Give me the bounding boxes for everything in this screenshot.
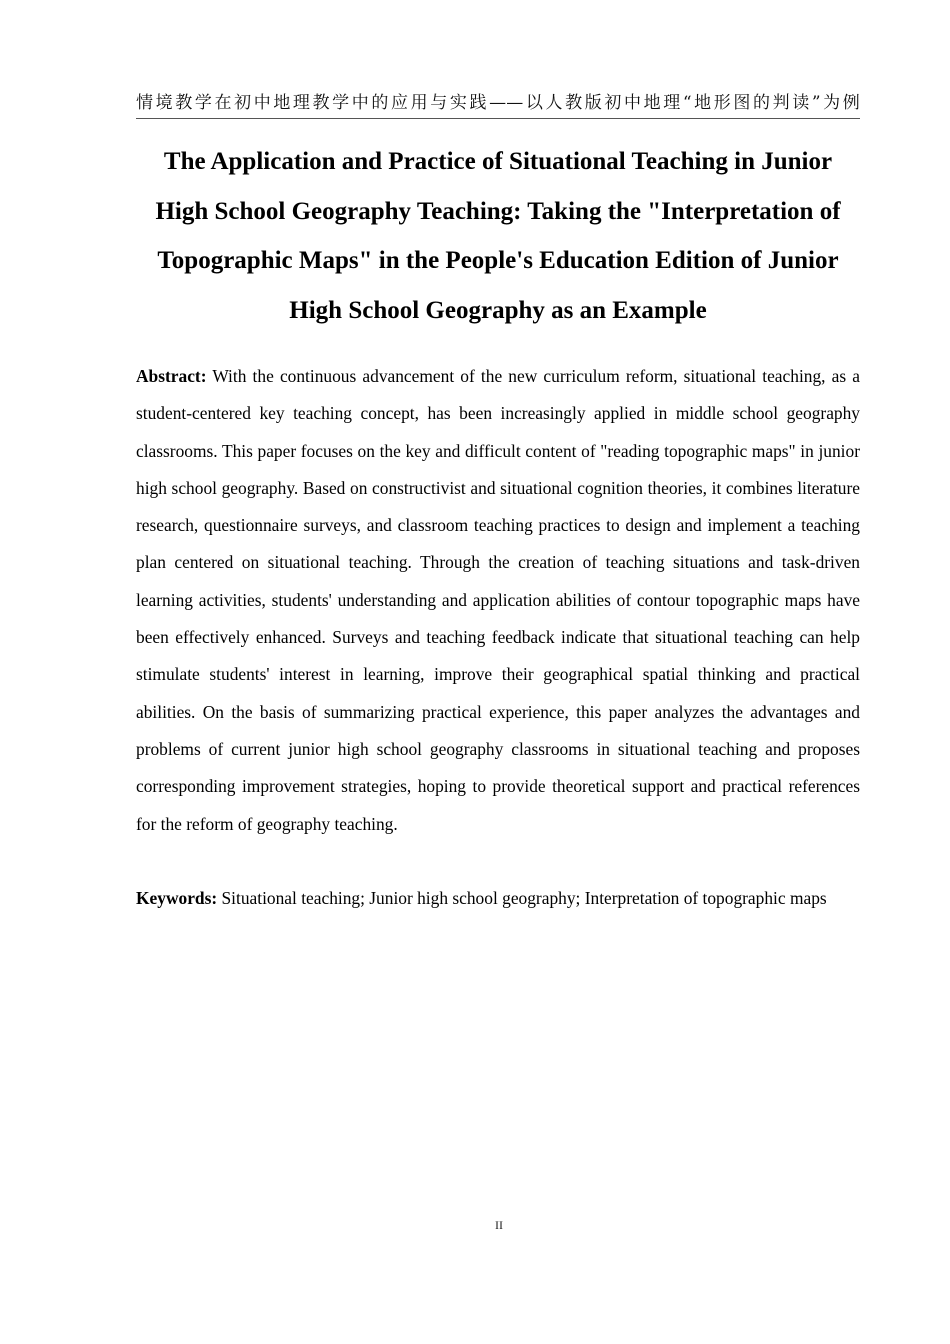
- abstract-label: Abstract:: [136, 366, 207, 386]
- page-number: II: [495, 1218, 503, 1232]
- header-rule: [136, 118, 860, 119]
- running-header: 情境教学在初中地理教学中的应用与实践——以人教版初中地理“地形图的判读”为例: [136, 93, 860, 113]
- keywords-paragraph: [136, 880, 860, 917]
- abstract-text: With the continuous advancement of the new curriculum reform, situational teaching, as a student-centered key teaching concept, has been increasingly applied in middle school geography classrooms. This paper focuses on the key and difficult content of "reading topographic maps" in junior high school geography. Based on constructivist and situational cognition theories, it combines literature research, questionnaire surveys, and classroom teaching practices to design and implement a teaching plan centered on situational teaching. Through the creation of teaching situations and task-driven learning activities, students' understanding and application abilities of contour topographic maps have been effectively enhanced. Surveys and teaching feedback indicate that situational teaching can help stimulate students' interest in learning, improve their geographical spatial thinking and practical abilities. On the basis of summarizing practical experience, this paper analyzes the advantages and problems of current junior high school geography classrooms in situational teaching and proposes corresponding improvement strategies, hoping to provide theoretical support and practical references for the reform of geography teaching.: [136, 366, 860, 834]
- keywords-label: Keywords:: [136, 888, 218, 908]
- keywords-text: Situational teaching; Junior high school geography; Interpretation of topographic maps: [217, 888, 827, 908]
- abstract-paragraph: [136, 358, 860, 843]
- paper-title: The Application and Practice of Situational Teaching in Junior High School Geography Teaching: Taking the "Interpretation of Topographic Maps" in the People's Education Edition of Junior High School Geography as an Example: [155, 148, 841, 325]
